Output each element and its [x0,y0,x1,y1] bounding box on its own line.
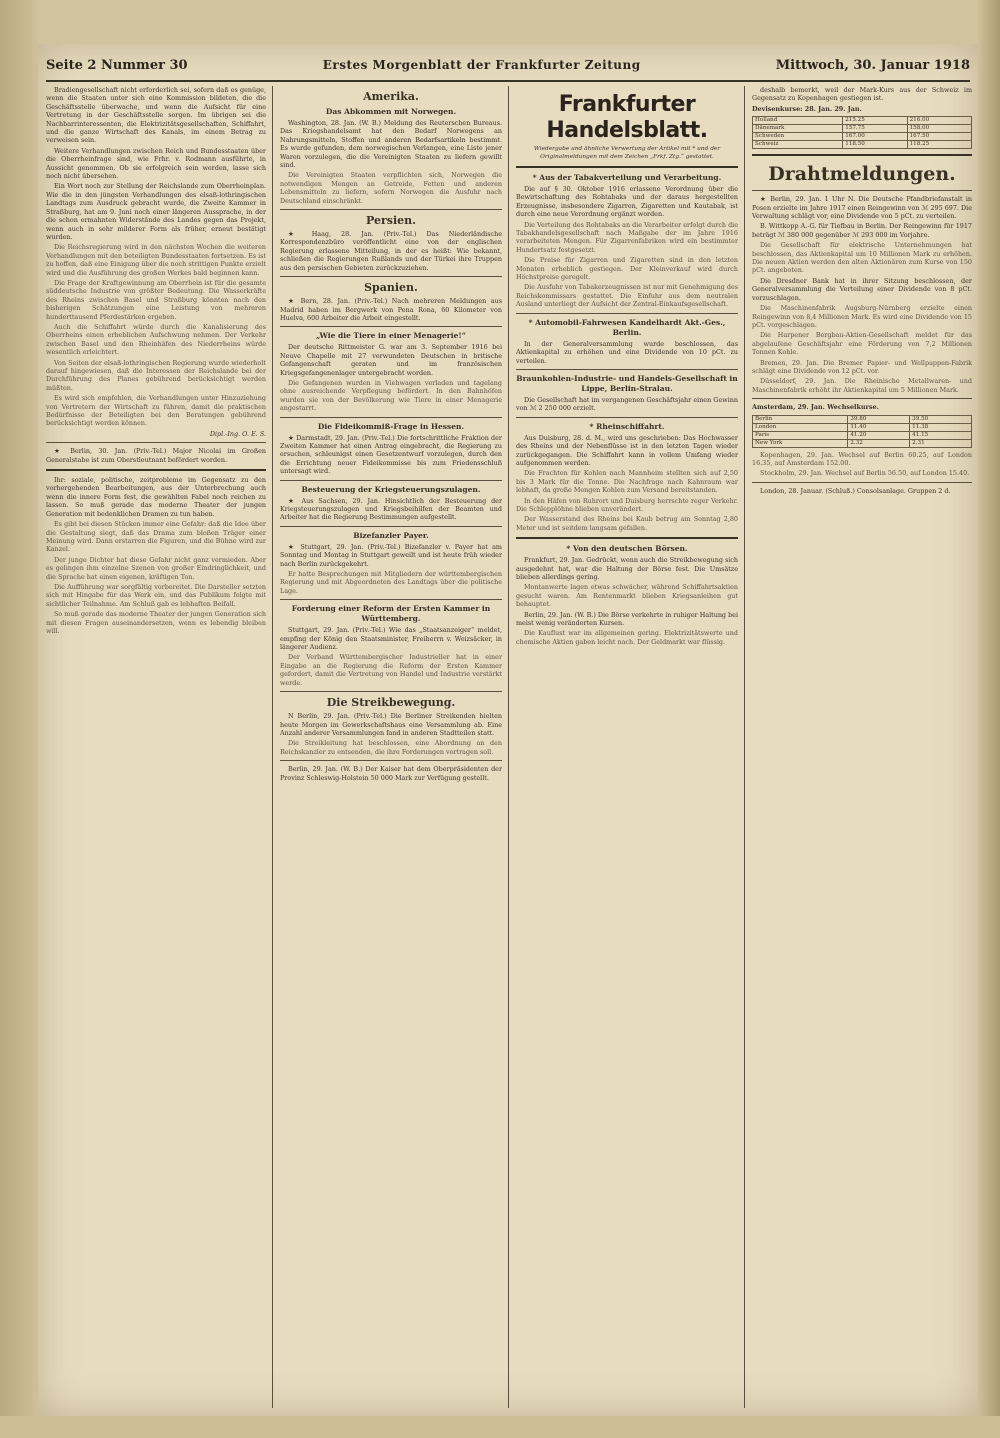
feuilleton-paragraph: Die Aufführung war sorgfältig vorbereitet. Die Darsteller setzten sich mit Hingabe für das Werk ein, und das Publikum folgte mit sichtlicher Teilnahme. Am Schluß gab es lebhaften Beifall. [46,582,266,608]
devisen-table [752,116,972,149]
column-4 [752,86,972,1408]
article-paragraph: Es wird sich empfehlen, die Verhandlungen unter Hinzuziehung von Vertretern der Wirtschaft zu führen, damit die praktischen Bedürfnisse der Beteiligten bei den Beratungen gebührend berücksichtigt werden können. [46,394,266,428]
article-paragraph: Die Frachten für Kohlen nach Mannheim stellten sich auf 2,50 bis 3 Mark für die Tonne. Die Nachfrage nach Kahnraum war lebhaft, da große Mengen Kohlen zum Versand bereitstanden. [516,469,738,495]
article-paragraph: Aus Duisburg, 28. d. M., wird uns geschrieben: Das Hochwasser des Rheins und der Nebenflüsse ist in den letzten Tagen wieder zurückgegangen. Die Schiffahrt kann in vollem Umfang wieder aufgenommen werden. [516,433,738,467]
article-paragraph: Die Dresdner Bank hat in ihrer Sitzung beschlossen, der Generalversammlung die Verteilung einer Dividende von 8 pCt. vorzuschlagen. [752,276,972,302]
divider [280,480,502,481]
divider [280,417,502,418]
article-paragraph: Washington, 28. Jan. (W. B.) Meldung des Reuterschen Bureaus. Das Kriegshandelsamt hat den Bedarf Norwegens an Nahrungsmitteln, Stoffen und anderen Bedarfsartikeln bestimmt. Es wurde gefunden, dem norwegischen Verlangen, eine Liste jener Waren vorzulegen, die die Vereinigten Staaten zu liefern gewillt sind. [280,119,502,170]
table-cell: 157.75 [843,125,907,133]
divider [280,691,502,692]
divider [752,398,972,399]
article-heading: Die Fideikommiß-Frage in Hessen. [317,421,465,431]
article-paragraph: London, 28. Januar. (Schluß.) Consolsanlage. Gruppen 2 d. [760,486,951,495]
section-title-drahtmeldungen: Drahtmeldungen. [768,163,956,186]
article-paragraph: Die Frage der Kraftgewinnung am Oberrhein ist für die gesamte süddeutsche Industrie von größter Bedeutung. Die Wasserkräfte des Rheins zwischen Basel und Straßburg könnten nach den bisherigen Schätzungen eine Leistung von mehreren hunderttausend Pferdestärken ergeben. [46,278,266,321]
divider [280,599,502,600]
divider [280,209,502,210]
article-paragraph: Ein Wort noch zur Stellung der Reichslande zum Oberrheinplan. Wie die in den jüngsten Verhandlungen des elsaß-lothringischen Landtags zum Ausdruck gebracht wurde, die Zweite Kammer in Straßburg, hat am 9. Juni noch einer längeren Aussprache, in der die schon ermahnten Widerstände des Landes gegen das Projekt, wenn auch in sehr milderer Form als früher, erneut bestätigt wurden. [46,182,266,241]
table-row [753,415,972,423]
article-heading: Besteuerung der Kriegsteuerungszulagen. [301,484,481,494]
article-paragraph: ★ Stuttgart, 29. Jan. (Priv.-Tel.) Bizefanzler v. Payer hat am Sonntag und Montag in Stuttgart geweilt und ist heute früh wieder nach Berlin zurückgekehrt. [280,542,502,568]
scan-margin-right [978,0,1000,1438]
table-cell: 2.32 [848,439,910,447]
feuilleton-paragraph: Es gibt bei diesen Stücken immer eine Gefahr: daß die Idee über die Gestaltung siegt, daß das Drama zum bloßen Träger einer Meinung wird. Dann erstarren die Figuren, und die Bühne wird zur Kanzel. [46,520,266,554]
article-heading: „Wie die Tiere in einer Menagerie!“ [316,331,466,341]
table-cell: 158.00 [907,125,971,133]
article-paragraph: Der Verband Württembergischer Industrieller hat in einer Eingabe an die Regierung die Reform der Ersten Kammer gefordert, damit die Vertretung von Handel und Industrie verstärkt werde. [280,653,502,687]
table-cell: Dänemark [753,125,843,133]
article-paragraph: Die Ausfuhr von Tabakerzeugnissen ist nur mit Genehmigung des Reichskommissars gestattet. Die Einfuhr aus dem neutralen Ausland unterliegt der Aufsicht der Zentral-Einkaufsgesellschaft. [516,283,738,309]
article-paragraph: In den Häfen von Ruhrort und Duisburg herrschte reger Verkehr. Die Schlepplöhne blieben unverändert. [516,496,738,513]
table-cell: New York [753,439,848,447]
article-paragraph: ★ Haag, 28. Jan. (Priv.-Tel.) Das Niederländische Korrespondenzbüro veröffentlicht eine von der englischen Regierung erlassene Mitteilung, in der es heißt: Wie bekannt, schließen die Regierungen Rußlands und der Türkei ihre Truppen aus den persischen Gebieten zurückzuziehen. [280,230,502,272]
column-1 [46,86,266,1408]
article-paragraph: Die Harpener Bergbau-Aktien-Gesellschaft meldet für das abgelaufene Geschäftsjahr eine Förderung von 7,2 Millionen Tonnen Kohle. [752,331,972,357]
divider [46,442,266,443]
table-cell: 41.15 [910,431,972,439]
column-2 [280,86,502,1408]
divider [516,313,738,314]
article-paragraph: Die Reichsregierung wird in den nächsten Wochen die weiteren Verhandlungen mit den beteiligten Bundesstaaten fortsetzen. Es ist zu hoffen, daß eine Einigung über die noch strittigen Punkte erzielt wird und die Ausführung des großen Werkes bald beginnen kann. [46,243,266,277]
feuilleton-paragraph: Der junge Dichter hat diese Gefahr nicht ganz vermieden. Aber es gelingen ihm einzelne Szenen von großer Eindringlichkeit, und die Sprache hat einen eigenen, kräftigen Ton. [46,555,266,581]
article-paragraph: Berlin, 29. Jan. (W. B.) Der Kaiser hat dem Oberpräsidenten der Provinz Schleswig-Holstein 50 000 Mark zur Verfügung gestellt. [280,765,502,782]
article-paragraph: Die auf § 30. Oktober 1916 erlassene Verordnung über die Bewirtschaftung des Rohtabaks und der daraus hergestellten Erzeugnisse, insbesondere Zigarren, Zigaretten und Kautabak, ist durch eine neue Verordnung ergänzt worden. [516,185,738,219]
table-cell: 39.80 [848,415,910,423]
divider [280,326,502,327]
table-cell: Paris [753,431,848,439]
article-paragraph: ★ Bern, 28. Jan. (Priv.-Tel.) Nach mehreren Meldungen aus Madrid haben im Bergwerk von Pena Rona, 60 Kilometer von Huelva, 600 Arbeiter die Arbeit eingestellt. [280,297,502,322]
article-heading: * Automobil-Fahrwesen Kandelhardt Akt.-Ges., Berlin. [528,317,726,337]
section-subtitle: Wiedergabe und ähnliche Verwertung der Artikel mit * und der Originalmeldungen mit dem Zeichen „Frkf. Ztg.“ gestattet. [533,146,721,160]
article-paragraph: Bremen, 29. Jan. Die Bremer Papier- und Wellpappen-Fabrik schlägt eine Dividende von 12 pCt. vor. [752,358,972,375]
article-paragraph: B. Wittkopp A.-G. für Tiefbau in Berlin. Der Reingewinn für 1917 beträgt ℳ 380 000 gegenüber ℳ 293 000 im Vorjahre. [752,222,972,239]
article-paragraph: Bradiengesellschaft nicht erforderlich sei, sofern daß es genüge, wenn die Staaten unter sich eine Kommission bildeten, die die Geschäftsstelle überwache, und wenn die Aufsicht für eine Vertretung in der Geschäftsstelle sorgen. Im übrigen sei die Nachbarrinteressenten, die Elektrizitätsgesellschaften, Schiffahrt, und die ganze Wirtschaft des Kanals, im einem Betrag zu verweisen sein. [46,86,266,145]
table-cell: 215.25 [843,117,907,125]
divider [752,154,972,156]
devisen-label: Devisenkurse: 28. Jan. 29. Jan. [752,104,862,113]
article-heading: Braunkohlen-Industrie- und Handels-Gesellschaft in Lippe, Berlin-Stralau. [516,373,738,393]
table-cell: 11.40 [848,423,910,431]
divider [516,537,738,539]
divider [280,760,502,761]
article-paragraph: Die Streikleitung hat beschlossen, eine Abordnung an den Reichskanzler zu entsenden, die ihre Forderungen vortragen soll. [280,739,502,756]
divider [516,369,738,370]
article-paragraph: Die Vereinigten Staaten verpflichten sich, Norwegen die notwendigen Mengen an Getreide, Fetten und anderen Lebensmitteln zu liefern, sofern Norwegen die Ausfuhr nach Deutschland einschränkt. [280,171,502,205]
article-paragraph: Der Wasserstand des Rheins bei Kaub betrug am Sonntag 2,80 Meter und ist seitdem langsam gefallen. [516,515,738,532]
table-row [753,141,972,149]
article-paragraph: Stockholm, 29. Jan. Wechsel auf Berlin 56.50, auf London 15.40. [760,469,970,478]
section-heading-streik: Die Streikbewegung. [326,696,456,710]
article-heading: * Aus der Tabakverteilung und Verarbeitung. [532,173,722,182]
section-heading-persien: Persien. [366,214,416,228]
feuilleton-paragraph: Ihr: soziale, politische, zeitprobleme im Gegensatz zu den vorhergehenden Bearbeitungen, aus der Unterbrechung auch wenn die innere Form fest, die gewählten Fabel noch reichen zu lassen. So muß gerade das moderne Theater der jungen Generation mit bedenklichen Dramen zu tun haben. [46,476,266,518]
table-cell: 41.20 [848,431,910,439]
article-paragraph: Die Preise für Zigarren und Zigaretten sind in den letzten Monaten erheblich gestiegen. Der Kleinverkauf wird durch Höchstpreise geregelt. [516,256,738,282]
article-paragraph: Düsseldorf, 29. Jan. Die Rheinische Metallwaren- und Maschinenfabrik erhöht ihr Aktienkapital um 5 Millionen Mark. [752,377,972,394]
table-row [753,117,972,125]
article-paragraph: In der Generalversammlung wurde beschlossen, das Aktienkapital zu erhöhen und eine Dividende von 10 pCt. zu verteilen. [516,339,738,365]
table-cell: London [753,423,848,431]
wechsel-table [752,415,972,448]
article-heading: * Rheinschiffahrt. [589,421,665,431]
divider [516,166,738,168]
table-cell: 118.25 [907,141,971,149]
article-paragraph: Von Seiten der elsaß-lothringischen Regierung wurde wiederholt darauf hingewiesen, daß die Interessen der Reichslande bei der Durchführung des Planes gebührend berücksichtigt werden müßten. [46,358,266,392]
table-row [753,431,972,439]
article-paragraph: ★ Aus Sachsen, 29. Jan. Hinsichtlich der Besteuerung der Kriegsteuerungszulagen und Kriegsbeihilfen der Beamten und Arbeiter hat die Regierung Bestimmungen aufgestellt. [280,496,502,522]
article-paragraph: Die Maschinenfabrik Augsburg-Nürnberg erzielte einen Reingewinn von 8,4 Millionen Mark. Es wird eine Dividende von 15 pCt. vorgeschlagen. [752,304,972,329]
divider [280,276,502,277]
table-cell: 39.50 [910,415,972,423]
article-paragraph: Der deutsche Rittmeister G. war am 3. September 1916 bei Neuve Chapelle mit 27 verwundeten Deutschen in britische Gefangenschaft geraten und im französischen Kriegsgefangenenlager untergebracht worden. [280,343,502,377]
table-cell: Holland [753,117,843,125]
article-paragraph: Kopenhagen, 29. Jan. Wechsel auf Berlin 60.25, auf London 16.35, auf Amsterdam 152.00. [752,450,972,467]
article-paragraph: Stuttgart, 29. Jan. (Priv.-Tel.) Wie das „Staatsanzeiger“ meldet, empfing der König den Staatsminister, Freiherrn v. Weizsäcker, in längerer Audienz. [280,626,502,652]
divider [752,482,972,483]
divider [280,526,502,527]
article-paragraph: Die Kauflust war im allgemeinen gering. Elektrizitätswerte und chemische Aktien gaben leicht nach. Der Geldmarkt war flüssig. [516,629,738,646]
article-paragraph: deshalb bemerkt, weil der Mark-Kurs aus der Schweiz im Gegensatz zu Kopenhagen gestiegen ist. [752,86,972,103]
wechsel-heading: Amsterdam, 29. Jan. Wechselkurse. [752,403,879,412]
table-cell: 167.00 [843,133,907,141]
masthead [46,50,970,82]
article-paragraph: Montanwerte lagen etwas schwächer, während Schiffahrtsaktien gesucht waren. Am Rentenmarkt blieben Kriegsanleihen gut behauptet. [516,583,738,609]
table-row [753,439,972,447]
newspaper-page [38,44,978,1416]
column-rule [508,86,509,1408]
column-rule [272,86,273,1408]
section-title-handelsblatt: Frankfurter Handelsblatt. [546,92,708,143]
article-paragraph: Die Gesellschaft für elektrische Unternehmungen hat beschlossen, das Aktienkapital um 10 Millionen Mark zu erhöhen. Die neuen Aktien werden den alten Aktionären zum Kurse von 150 pCt. angeboten. [752,241,972,275]
scan-margin-bottom [0,1416,1000,1438]
article-paragraph: Berlin, 29. Jan. (W. B.) Die Börse verkehrte in ruhiger Haltung bei meist wenig veränderten Kursen. [516,610,738,628]
article-paragraph: ★ Berlin, 29. Jan. 1 Uhr N. Die Deutsche Pfandbriefanstalt in Posen erzielte im Jahre 1917 einen Reingewinn von ℳ 295 697. Die Verwaltung schlägt vor, eine Dividende von 5 pCt. zu verteilen. [752,195,972,221]
table-row [753,423,972,431]
article-heading: * Von den deutschen Börsen. [566,544,688,554]
divider [752,190,972,191]
column-rule [744,86,745,1408]
masthead-paper-name: Erstes Morgenblatt der Frankfurter Zeitung [322,58,641,72]
table-cell: Schweden [753,133,843,141]
table-cell: 118.50 [843,141,907,149]
feuilleton-paragraph: So muß gerade das moderne Theater der jungen Generation sich mit diesen Fragen auseinandersetzen, wenn es lebendig bleiben will. [46,610,266,635]
table-cell: 216.00 [907,117,971,125]
section-heading-spanien: Spanien. [364,281,418,295]
column-3 [516,86,738,1408]
table-cell: Schweiz [753,141,843,149]
article-paragraph: Auch die Schiffahrt würde durch die Kanalisierung des Oberrheins einen erheblichen Aufschwung nehmen. Der Verkehr zwischen Basel und den Rheinhäfen des Niederrheins würde wesentlich erleichtert. [46,322,266,357]
article-paragraph: Er hatte Besprechungen mit Mitgliedern der württembergischen Regierung und mit Abgeordneten des Landtags über die politische Lage. [280,570,502,595]
divider [46,469,266,471]
article-paragraph: Die Gesellschaft hat im vergangenen Geschäftsjahr einen Gewinn von ℳ 2 250 000 erzielt. [516,395,738,413]
table-cell: 2.31 [910,439,972,447]
article-signature: Dipl.-Ing. O. E. S. [209,429,266,438]
article-paragraph: N Berlin, 29. Jan. (Priv.-Tel.) Die Berliner Streikenden hielten heute Morgen im Gewerkschaftshaus eine Versammlung ab. Eine Anzahl anderer Versammlungen fand in anderen Stadtteilen statt. [280,712,502,737]
article-paragraph: Weitere Verhandlungen zwischen Reich und Bundesstaaten über die Oberrheinfrage sind, wie Frhr. v. Rodmann ausführte, in Aussicht genommen. Ob sie erfolgreich sein werden, lasse sich noch nicht übersehen. [46,146,266,181]
masthead-date: Mittwoch, 30. Januar 1918 [775,57,970,73]
scan-margin-left [0,0,38,1438]
article-paragraph: Frankfurt, 29. Jan. Gedrückt, wenn auch die Streikbewegung sich ausgedehnt hat, war die Haltung der Börse fest. Die Umsätze blieben allerdings gering. [516,556,738,581]
article-heading: Forderung einer Reform der Ersten Kammer in Württemberg. [291,604,491,624]
article-subheading: Das Abkommen mit Norwegen. [325,107,457,116]
article-paragraph: ★ Darmstadt, 29. Jan. (Priv.-Tel.) Die fortschrittliche Fraktion der Zweiten Kammer hat einen Antrag eingebracht, die Regierung zu ersuchen, schleunigst einen Gesetzentwurf vorzulegen, durch den die Errichtung neuer Fideikommisse bis zum Friedensschluß untersagt wird. [280,433,502,476]
divider [516,417,738,418]
table-row [753,125,972,133]
table-cell: 11.38 [910,423,972,431]
table-cell: Berlin [753,415,848,423]
table-row [753,133,972,141]
article-heading: Bizefanzler Payer. [353,530,429,540]
article-paragraph: Die Gefangenen wurden in Viehwagen verladen und tagelang ohne ausreichende Verpflegung befördert. In den Bahnhöfen wurden sie von der Bevölkerung wie Tiere in einer Menagerie angestarrt. [280,378,502,413]
news-notice: ★ Berlin, 30. Jan. (Priv.-Tel.) Major Nicolai im Großen Generalstabe ist zum Oberstleutnant befördert worden. [46,447,266,464]
masthead-page-number: Seite 2 Nummer 30 [46,57,188,73]
scan-margin-top [0,0,1000,44]
section-heading-amerika: Amerika. [363,90,419,103]
table-cell: 167.50 [907,133,971,141]
article-paragraph: Die Verteilung des Rohtabaks an die Verarbeiter erfolgt durch die Tabakhandelsgesellschaft nach Maßgabe der im Jahre 1916 verarbeiteten Mengen. Für Zigarrenfabriken wird ein bestimmter Hundertsatz festgesetzt. [516,220,738,254]
